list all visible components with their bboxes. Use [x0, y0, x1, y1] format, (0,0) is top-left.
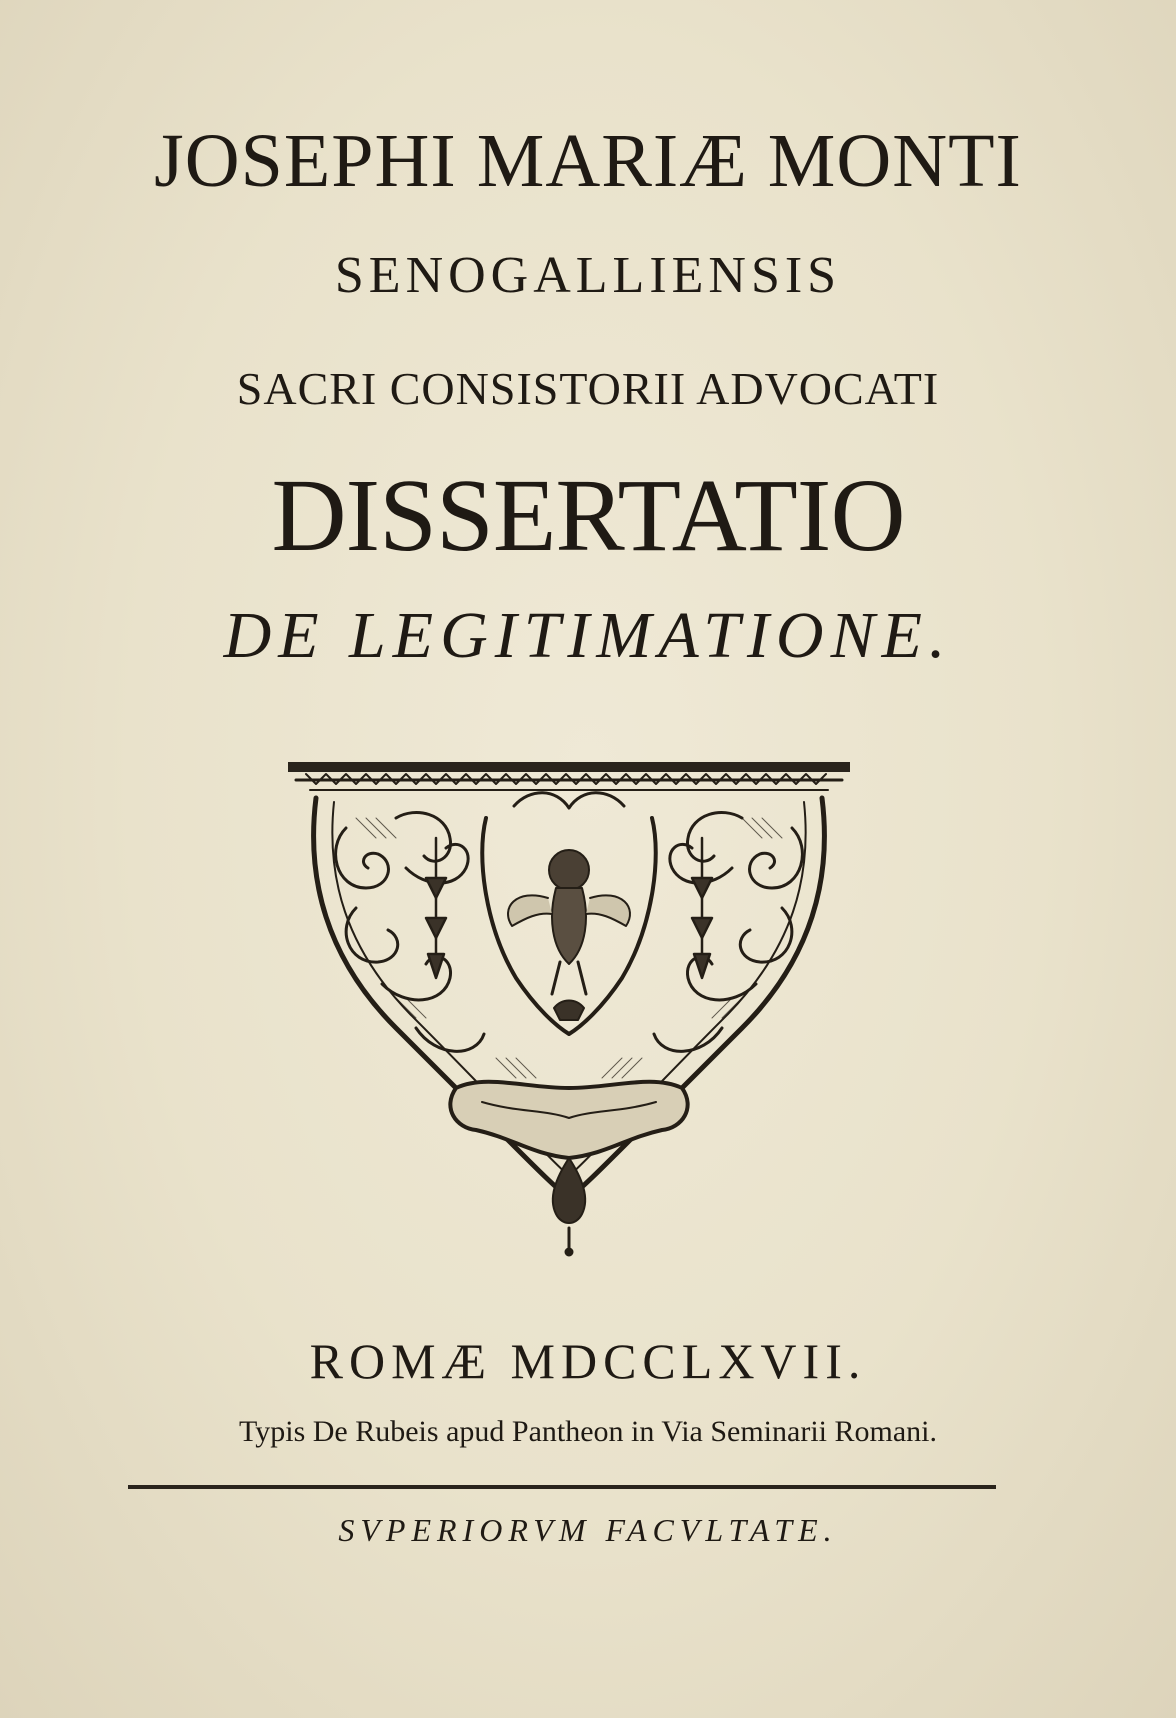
engraved-ornament-vignette — [286, 758, 852, 1258]
office-line: SACRI CONSISTORII ADVOCATI — [236, 363, 940, 414]
work-subtitle: DE LEGITIMATIONE. — [223, 599, 953, 672]
permission-line: SVPERIORVM FACVLTATE. — [338, 1512, 838, 1548]
author-line: JOSEPHI MARIÆ MONTI — [154, 119, 1022, 203]
horizontal-rule — [128, 1485, 996, 1489]
work-title: DISSERTATIO — [271, 458, 905, 573]
place-and-year: ROMÆ MDCCLXVII. — [309, 1333, 867, 1389]
printer-imprint: Typis De Rubeis apud Pantheon in Via Seminarii Romani. — [239, 1415, 937, 1448]
origin-line: SENOGALLIENSIS — [334, 247, 842, 304]
